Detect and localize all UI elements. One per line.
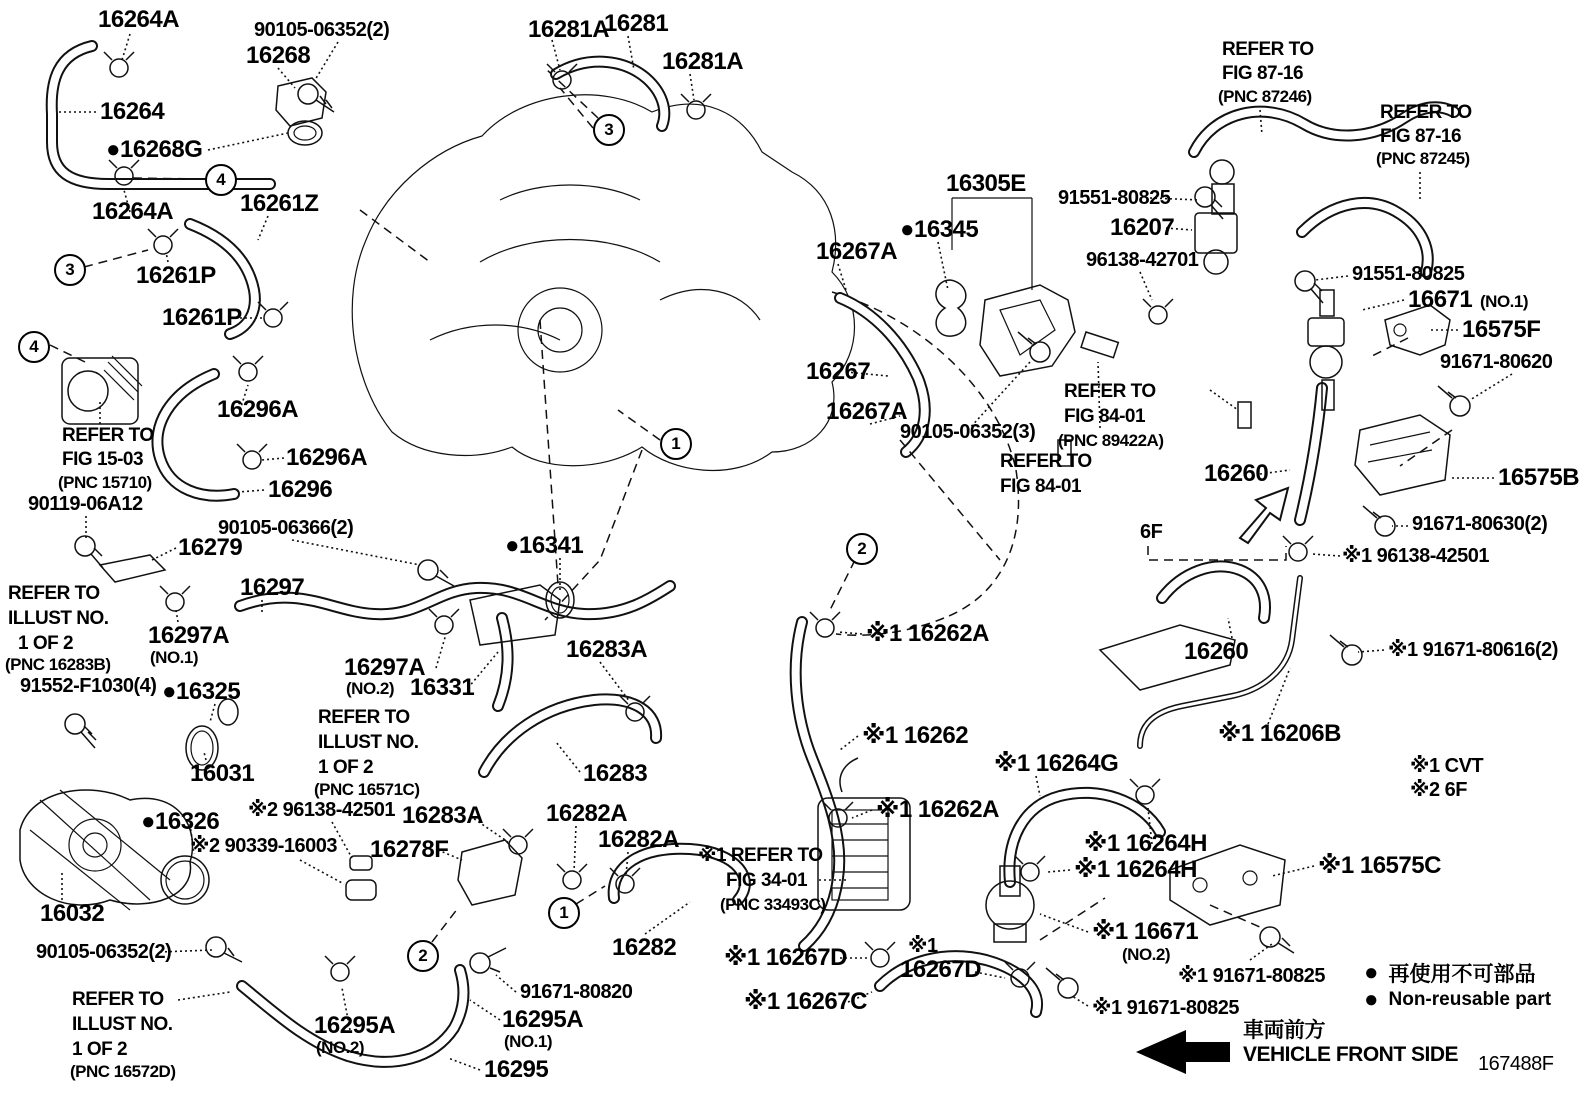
- part-label: 16671: [1408, 286, 1473, 313]
- part-label: 16264: [100, 98, 165, 125]
- part-label: ※1 91671-80825: [1178, 965, 1326, 987]
- part-label: (PNC 15710): [58, 473, 152, 492]
- part-label: 91552-F1030(4): [20, 675, 157, 697]
- part-label: (NO.1): [504, 1032, 552, 1051]
- part-label: 16575F: [1462, 316, 1541, 343]
- callout-circle: 4: [18, 331, 50, 363]
- figure-code: 167488F: [1478, 1053, 1554, 1075]
- part-label: 16331: [410, 674, 475, 701]
- part-label: ※1 16206B: [1218, 720, 1341, 747]
- part-label: REFER TO: [318, 707, 410, 728]
- part-label: ※1 91671-80616(2): [1388, 639, 1558, 661]
- part-label: (NO.2): [1122, 945, 1170, 964]
- part-label: (PNC 89422A): [1058, 431, 1164, 450]
- part-label: 16295A: [314, 1012, 396, 1039]
- part-label: 91671-80630(2): [1412, 513, 1548, 535]
- direction-arrow-icon: [1240, 488, 1288, 543]
- part-label: ※1: [908, 935, 938, 957]
- part-label: ILLUST NO.: [318, 732, 419, 753]
- part-label: 16297A: [148, 622, 230, 649]
- part-label: 90105-06366(2): [218, 517, 354, 539]
- part-label: ※1 91671-80825: [1092, 997, 1240, 1019]
- part-label: ※1 16267C: [744, 988, 867, 1015]
- part-label: 16296A: [217, 396, 299, 423]
- part-label: 16575B: [1498, 464, 1580, 491]
- part-label: 91671-80820: [520, 981, 633, 1003]
- legend-en-text: Non-reusable part: [1388, 989, 1552, 1010]
- part-label: 91551-80825: [1058, 187, 1171, 209]
- part-label: 16296A: [286, 444, 368, 471]
- callout-circle: 3: [593, 114, 625, 146]
- callout-circle: 1: [548, 897, 580, 929]
- part-label: 16296: [268, 476, 333, 503]
- part-label: REFER TO: [1064, 381, 1156, 402]
- part-label: ●16325: [162, 678, 241, 705]
- part-label: 96138-42701: [1086, 249, 1199, 271]
- part-label: 91671-80620: [1440, 351, 1553, 373]
- component-glyphs: [20, 78, 1450, 945]
- part-label: (NO.1): [150, 648, 198, 667]
- part-label: ※1 CVT: [1410, 755, 1484, 777]
- part-label: REFER TO: [62, 425, 154, 446]
- legend-nonreusable-jp: [1364, 958, 1536, 988]
- part-label: ※1 16262A: [866, 620, 989, 647]
- part-label: 1 OF 2: [72, 1039, 128, 1060]
- part-label: 16305E: [946, 170, 1026, 197]
- part-label: 16283: [583, 760, 648, 787]
- part-label: 16260: [1204, 460, 1269, 487]
- part-label: 16278F: [370, 836, 449, 863]
- part-label: ※1 16267D: [724, 944, 847, 971]
- part-label: ILLUST NO.: [72, 1014, 173, 1035]
- part-label: FIG 84-01: [1000, 476, 1082, 497]
- part-label: REFER TO: [8, 583, 100, 604]
- part-label: 16281: [604, 10, 669, 37]
- part-label: (PNC 16283B): [5, 655, 111, 674]
- part-label: (PNC 16571C): [314, 780, 420, 799]
- part-label: 16207: [1110, 214, 1175, 241]
- part-label: 90119-06A12: [28, 493, 143, 515]
- part-label: 16032: [40, 900, 105, 927]
- part-label: 16261Z: [240, 190, 319, 217]
- part-label: 16261P: [162, 304, 242, 331]
- part-label: 16264A: [98, 6, 180, 33]
- part-label: 16282: [612, 934, 677, 961]
- part-label: 1 OF 2: [318, 757, 374, 778]
- part-label: FIG 87-16: [1380, 126, 1462, 147]
- nonreusable-dot-icon: ●: [1364, 959, 1379, 986]
- part-label: 16297: [240, 574, 305, 601]
- callout-circle: 1: [660, 428, 692, 460]
- engine-block-outline: [352, 68, 1018, 635]
- part-label: (NO.2): [346, 679, 394, 698]
- part-label: 16267A: [826, 398, 908, 425]
- part-label: 91551-80825: [1352, 263, 1465, 285]
- part-label: ※1 16264G: [994, 750, 1119, 777]
- part-label: 16264A: [92, 198, 174, 225]
- part-label: 16297A: [344, 654, 426, 681]
- part-label: FIG 87-16: [1222, 63, 1304, 84]
- part-label: 16295: [484, 1056, 549, 1083]
- callout-circle: 2: [407, 940, 439, 972]
- part-label: REFER TO: [1222, 39, 1314, 60]
- part-label: 16281A: [662, 48, 744, 75]
- part-label: (PNC 87246): [1218, 87, 1312, 106]
- part-label: 1 OF 2: [18, 633, 74, 654]
- part-label: 90105-06352(2): [254, 19, 390, 41]
- part-label: 90105-06352(2): [36, 941, 172, 963]
- part-label: 16279: [178, 534, 243, 561]
- part-label: REFER TO: [1380, 102, 1472, 123]
- part-label: 90105-06352(3): [900, 421, 1036, 443]
- part-label: 16281A: [528, 16, 610, 43]
- part-label: ※1 16262A: [876, 796, 999, 823]
- part-label: 6F: [1140, 521, 1163, 543]
- part-label: ※2 6F: [1410, 779, 1467, 801]
- legend-nonreusable-en: [1364, 988, 1551, 1012]
- legend-jp-text: 再使用不可部品: [1388, 963, 1536, 986]
- part-label: (NO.2): [316, 1038, 364, 1057]
- part-label: 16261P: [136, 262, 216, 289]
- part-label: (PNC 16572D): [70, 1062, 176, 1081]
- part-label: 16267D: [900, 956, 982, 983]
- vehicle-front-arrow: [1136, 1030, 1230, 1074]
- part-label: ※1 16575C: [1318, 852, 1441, 879]
- part-label: 16282A: [546, 800, 628, 827]
- part-label: (PNC 33493C): [720, 895, 826, 914]
- vehicle-front-jp: 車両前方: [1243, 1019, 1325, 1042]
- part-label: 16282A: [598, 826, 680, 853]
- part-label: ※1 16264H: [1074, 856, 1197, 883]
- part-label: ※1 16262: [862, 722, 969, 749]
- part-label: 16267: [806, 358, 871, 385]
- part-label: FIG 34-01: [726, 870, 808, 891]
- part-label: ●16341: [505, 532, 584, 559]
- part-label: ※1 16264H: [1084, 830, 1207, 857]
- part-label: FIG 84-01: [1064, 406, 1146, 427]
- part-label: 16295A: [502, 1006, 584, 1033]
- callout-circle: 2: [846, 533, 878, 565]
- part-label: FIG 15-03: [62, 449, 144, 470]
- part-label: (PNC 87245): [1376, 149, 1470, 168]
- part-label: 16031: [190, 760, 255, 787]
- nonreusable-dot-icon: ●: [1364, 986, 1379, 1013]
- part-label: ※2 90339-16003: [190, 835, 338, 857]
- part-label: ●16345: [900, 216, 979, 243]
- part-label: (NO.1): [1480, 292, 1528, 311]
- part-label: 16267A: [816, 238, 898, 265]
- callout-circle: 4: [205, 164, 237, 196]
- part-label: 16283A: [566, 636, 648, 663]
- part-label: ※2 96138-42501: [248, 799, 396, 821]
- vehicle-front-en: VEHICLE FRONT SIDE: [1243, 1043, 1459, 1066]
- part-label: ※1 REFER TO: [698, 845, 823, 866]
- part-label: ●16326: [141, 808, 220, 835]
- part-label: ●16268G: [106, 136, 203, 163]
- part-label: 16283A: [402, 802, 484, 829]
- part-label: REFER TO: [72, 989, 164, 1010]
- part-label: ※1 16671: [1092, 918, 1199, 945]
- part-label: ILLUST NO.: [8, 608, 109, 629]
- part-label: REFER TO: [1000, 451, 1092, 472]
- part-label: 16260: [1184, 638, 1249, 665]
- part-label: 16268: [246, 42, 311, 69]
- part-label: ※1 96138-42501: [1342, 545, 1490, 567]
- callout-circle: 3: [54, 254, 86, 286]
